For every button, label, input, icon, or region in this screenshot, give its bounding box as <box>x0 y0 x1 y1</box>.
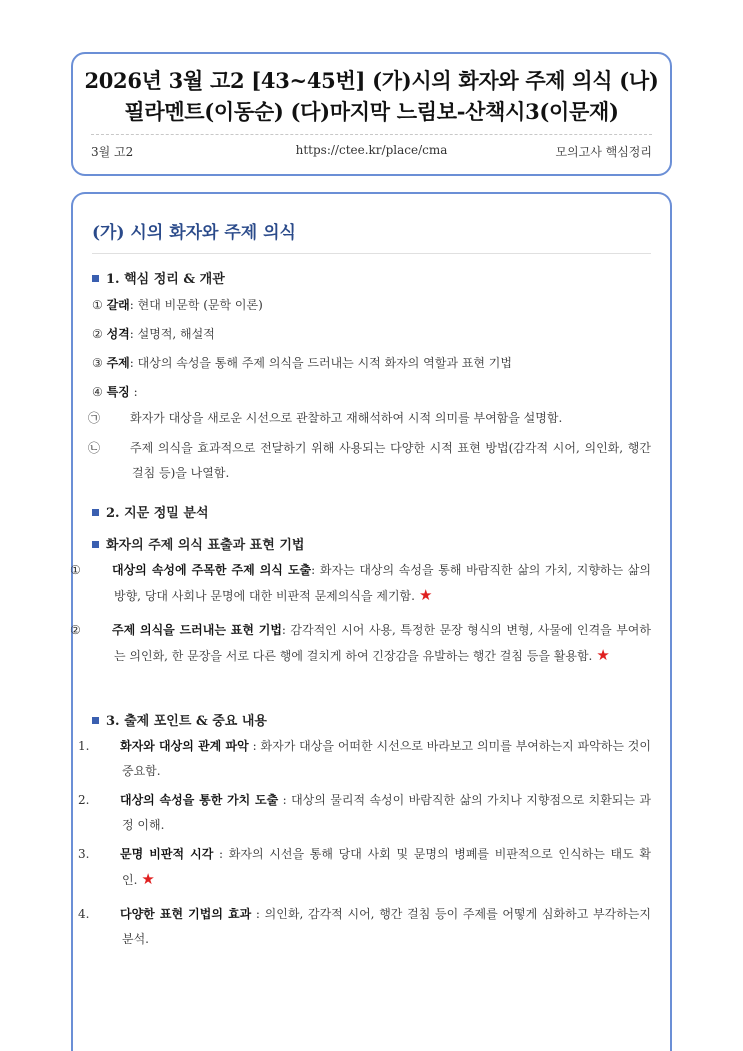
part1-item-features: ④ 특징 : <box>92 385 138 399</box>
square-bullet-icon <box>92 541 99 548</box>
feature-item-2: ㉡ 주제 의식을 효과적으로 전달하기 위해 사용되는 다양한 시적 표현 방법(감각적 시어, 의인화, 행간 걸침 등)을 나열함. <box>88 441 651 480</box>
title-line-1: 2026년 3월 고2 [43~45번] (가)시의 화자와 주제 의식 (나) <box>84 68 659 93</box>
point-item-1: 1. 화자와 대상의 관계 파악 : 화자가 대상을 어떠한 시선으로 바라보고 의미를 부여하는지 파악하는 것이 중요함. <box>78 739 651 778</box>
part1-heading: 1. 핵심 정리 & 개관 <box>92 268 651 287</box>
part2-heading: 2. 지문 정밀 분석 <box>92 502 651 521</box>
square-bullet-icon <box>92 717 99 724</box>
meta-category: 모의고사 핵심정리 <box>555 145 652 159</box>
star-icon: ★ <box>418 586 433 604</box>
title-line-2: 필라멘트(이동순) (다)마지막 느림보-산책시3(이문재) <box>124 99 619 124</box>
meta-grade: 3월 고2 <box>91 145 134 159</box>
point-item-4: 4. 다양한 표현 기법의 효과 : 의인화, 감각적 시어, 행간 걸침 등이 주제를 어떻게 심화하고 부각하는지 분석. <box>78 907 651 946</box>
analysis-item-2: ② 주제 의식을 드러내는 표현 기법: 감각적인 시어 사용, 특정한 문장 형식의 변형, 사물에 인격을 부여하는 의인화, 한 문장을 서로 다른 행에 걸치게 하여 긴장감을 유발하는 행간 걸침 등을 활용함. ★ <box>70 623 651 664</box>
part3-heading: 3. 출제 포인트 & 중요 내용 <box>92 710 651 729</box>
header-divider <box>91 134 652 135</box>
content-box <box>71 192 672 1051</box>
header-box <box>71 52 672 176</box>
star-icon: ★ <box>141 870 155 888</box>
section-divider <box>92 253 651 254</box>
point-item-3: 3. 문명 비판적 시각 : 화자의 시선을 통해 당대 사회 및 문명의 병폐를 비판적으로 인식하는 태도 확인. ★ <box>78 847 651 888</box>
section-title: (가) 시의 화자와 주제 의식 <box>92 223 296 243</box>
document-title <box>73 65 670 127</box>
star-icon: ★ <box>596 646 610 664</box>
point-item-2: 2. 대상의 속성을 통한 가치 도출 : 대상의 물리적 속성이 바람직한 삶의 가치나 지향점으로 치환되는 과정 이해. <box>78 793 651 832</box>
part1-item-genre: ① 갈래: 현대 비문학 (문학 이론) <box>92 298 263 312</box>
square-bullet-icon <box>92 509 99 516</box>
meta-url[interactable]: https://ctee.kr/place/cma <box>295 143 448 157</box>
feature-item-1: ㉠ 화자가 대상을 새로운 시선으로 관찰하고 재해석하여 시적 의미를 부여함을 설명함. <box>88 411 563 425</box>
part1-item-nature: ② 성격: 설명적, 해설적 <box>92 327 215 341</box>
part2-subheading: 화자의 주제 의식 표출과 표현 기법 <box>92 534 651 553</box>
square-bullet-icon <box>92 275 99 282</box>
part1-item-theme: ③ 주제: 대상의 속성을 통해 주제 의식을 드러내는 시적 화자의 역할과 표현 기법 <box>92 356 512 370</box>
analysis-item-1: ① 대상의 속성에 주목한 주제 의식 도출: 화자는 대상의 속성을 통해 바람직한 삶의 가치, 지향하는 삶의 방향, 당대 사회나 문명에 대한 비판적 문제의식을 제기함. ★ <box>70 563 651 604</box>
